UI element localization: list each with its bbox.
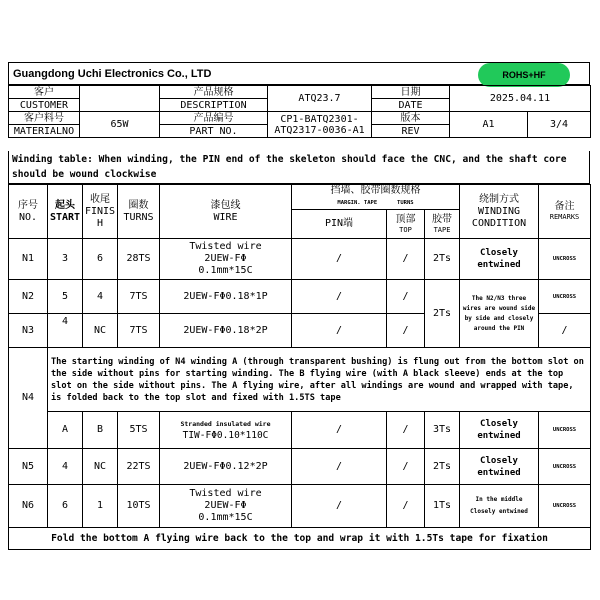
col-turns-en: TURNS — [123, 211, 154, 223]
n6-remarks: UNCROSS — [539, 485, 591, 528]
n1-tape: 2Ts — [425, 239, 460, 280]
description-label: DESCRIPTION — [160, 99, 268, 112]
n6-top: / — [387, 485, 425, 528]
n2-tape: 2Ts — [425, 280, 460, 348]
n1-wire-line-1: Twisted wire — [189, 241, 262, 252]
table-row — [9, 348, 591, 412]
n6-pin: / — [292, 485, 387, 528]
n5-turns: 22TS — [118, 449, 160, 485]
n1-condition-line-1: Closely — [480, 248, 518, 258]
table-row — [9, 280, 591, 314]
n2-top: / — [387, 280, 425, 314]
n4-wire-line-1: Stranded insulated wire — [180, 420, 271, 428]
n5-finish: NC — [83, 449, 118, 485]
product-spec-label: 产品规格 — [160, 86, 268, 99]
n3-no: N3 — [9, 314, 48, 348]
col-tape-en: TAPE — [433, 225, 451, 234]
n5-no: N5 — [9, 449, 48, 485]
n5-pin: / — [292, 449, 387, 485]
col-remarks-en: REMARKS — [549, 213, 580, 221]
n4-finish: B — [83, 412, 118, 449]
n1-wire-line-2: 2UEW-FΦ — [204, 253, 247, 264]
n2-wire: 2UEW-FΦ0.18*1P — [160, 280, 292, 314]
table-row — [9, 412, 591, 449]
col-condition-en1: WINDING — [477, 205, 521, 217]
part-label-cn: 产品编号 — [160, 112, 268, 125]
customer-label-cn: 客户 — [9, 86, 80, 99]
col-no-en: NO. — [18, 211, 38, 223]
col-tape — [425, 210, 460, 239]
col-condition-cn: 绕制方式 — [479, 193, 520, 205]
n3-start: 4 — [48, 314, 83, 348]
col-remarks — [539, 185, 591, 239]
n5-tape: 2Ts — [425, 449, 460, 485]
date-value: 2025.04.11 — [450, 86, 591, 112]
company-name: Guangdong Uchi Electronics Co., LTD — [8, 62, 590, 85]
n6-condition-line-2: Closely entwined — [470, 508, 528, 515]
n5-condition-line-1: Closely — [480, 455, 518, 466]
material-label-en: MATERIALNO — [9, 125, 80, 138]
n1-top: / — [387, 239, 425, 280]
n1-condition — [460, 239, 539, 280]
margin-tape-label: MARGIN. TAPE — [337, 200, 378, 206]
n3-pin: / — [292, 314, 387, 348]
n1-wire — [160, 239, 292, 280]
col-tape-cn: 胶带 — [432, 213, 452, 225]
n6-condition-line-1: In the middle — [475, 496, 523, 503]
n6-wire-line-3: 0.1mm*15C — [198, 512, 253, 523]
winding-note: Winding table: When winding, the PIN end of the skeleton should face the CNC, and the shaft core should be wound clockwise — [8, 151, 590, 184]
n4-no: N4 — [9, 348, 48, 449]
n1-start: 3 — [48, 239, 83, 280]
n6-turns: 10TS — [118, 485, 160, 528]
n5-condition-line-2: entwined — [477, 467, 521, 478]
n1-turns: 28TS — [118, 239, 160, 280]
n1-condition-line-2: entwined — [477, 260, 521, 270]
col-top — [387, 210, 425, 239]
n2-no: N2 — [9, 280, 48, 314]
col-no-cn: 序号 — [18, 199, 38, 211]
n6-wire-line-1: Twisted wire — [189, 488, 262, 499]
n4-tape: 3Ts — [425, 412, 460, 449]
col-finish-cn: 收尾 — [90, 193, 110, 205]
col-tape-group-sub — [292, 197, 459, 209]
material-value: 65W — [80, 112, 160, 138]
col-start-en: START — [49, 211, 81, 223]
n6-wire — [160, 485, 292, 528]
col-wire-en: WIRE — [213, 211, 238, 223]
n4-wire — [160, 412, 292, 449]
n6-tape: 1Ts — [425, 485, 460, 528]
n2-start: 5 — [48, 280, 83, 314]
table-row — [9, 528, 591, 550]
col-remarks-cn: 备注 — [554, 201, 575, 212]
n4-start: A — [48, 412, 83, 449]
col-top-en: TOP — [399, 225, 412, 234]
part-value — [268, 112, 372, 138]
n1-wire-line-3: 0.1mm*15C — [198, 265, 253, 276]
n1-no: N1 — [9, 239, 48, 280]
col-start — [48, 185, 83, 239]
date-label-en: DATE — [372, 99, 450, 112]
n3-remarks: / — [539, 314, 591, 348]
spec-value: ATQ23.7 — [268, 86, 372, 112]
table-row — [9, 485, 591, 528]
n6-wire-line-2: 2UEW-FΦ — [204, 500, 247, 511]
winding-table — [8, 184, 591, 550]
customer-value — [80, 86, 160, 112]
part-value-line-1: CP1-BATQ2301- — [280, 113, 359, 125]
col-tape-group-cn: 挡墙、胶带圈数规格 — [330, 185, 421, 196]
n2-pin: / — [292, 280, 387, 314]
rev-value: A1 — [450, 112, 528, 138]
part-value-line-2: ATQ2317-0036-A1 — [274, 124, 365, 136]
n6-condition — [460, 485, 539, 528]
n1-pin: / — [292, 239, 387, 280]
col-finish-en: FINISH — [84, 205, 116, 229]
n5-wire: 2UEW-FΦ0.12*2P — [160, 449, 292, 485]
col-wire — [160, 185, 292, 239]
n4-remarks: UNCROSS — [539, 412, 591, 449]
n1-finish: 6 — [83, 239, 118, 280]
n5-start: 4 — [48, 449, 83, 485]
n3-turns: 7TS — [118, 314, 160, 348]
turns-small-label: TURNS — [397, 200, 414, 206]
n2-condition: The N2/N3 three wires are wound side by side and closely around the PIN — [460, 280, 539, 348]
rev-label-cn: 版本 — [372, 112, 450, 125]
part-label-en: PART NO. — [160, 125, 268, 138]
n2-finish: 4 — [83, 280, 118, 314]
col-wire-cn: 漆包线 — [210, 199, 241, 211]
n3-top: / — [387, 314, 425, 348]
col-turns — [118, 185, 160, 239]
n4-description: The starting winding of N4 winding A (through transparent bushing) is flung out from the bottom slot on the side without pins for starting winding. The B flying wire (with A black sleeve) ends at the top slot on the side without pins. The A flying wire, after all windings are wound and wrapped with tape, is folded back to the top slot and fixed with 1.5TS tape — [48, 348, 591, 412]
table-row — [9, 239, 591, 280]
n3-wire: 2UEW-FΦ0.18*2P — [160, 314, 292, 348]
n5-condition — [460, 449, 539, 485]
n5-top: / — [387, 449, 425, 485]
n4-turns: 5TS — [118, 412, 160, 449]
customer-label-en: CUSTOMER — [9, 99, 80, 112]
n4-condition — [460, 412, 539, 449]
header-table — [8, 85, 591, 138]
col-finish — [83, 185, 118, 239]
date-label-cn: 日期 — [372, 86, 450, 99]
n2-turns: 7TS — [118, 280, 160, 314]
n4-pin: / — [292, 412, 387, 449]
n2-remarks: UNCROSS — [539, 280, 591, 314]
n6-no: N6 — [9, 485, 48, 528]
col-tape-group — [292, 185, 460, 210]
n4-condition-line-2: entwined — [477, 431, 521, 441]
n6-start: 6 — [48, 485, 83, 528]
n5-remarks: UNCROSS — [539, 449, 591, 485]
n4-wire-line-2: TIW-FΦ0.10*110C — [182, 430, 269, 441]
footer-note: Fold the bottom A flying wire back to the top and wrap it with 1.5Ts tape for fixation — [9, 528, 591, 550]
rohs-badge: ROHS+HF — [478, 63, 570, 87]
n4-top: / — [387, 412, 425, 449]
n1-remarks: UNCROSS — [539, 239, 591, 280]
page-number: 3/4 — [528, 112, 591, 138]
col-turns-cn: 圈数 — [128, 199, 149, 211]
material-label-cn: 客户料号 — [9, 112, 80, 125]
col-condition — [460, 185, 539, 239]
col-no — [9, 185, 48, 239]
col-pin-end: PIN端 — [292, 210, 387, 239]
col-condition-en2: CONDITION — [471, 217, 527, 229]
col-top-cn: 顶部 — [395, 213, 416, 225]
table-row — [9, 449, 591, 485]
n4-condition-line-1: Closely — [480, 419, 518, 429]
n6-finish: 1 — [83, 485, 118, 528]
col-start-cn: 起头 — [55, 199, 75, 211]
n3-finish: NC — [83, 314, 118, 348]
rev-label-en: REV — [372, 125, 450, 138]
